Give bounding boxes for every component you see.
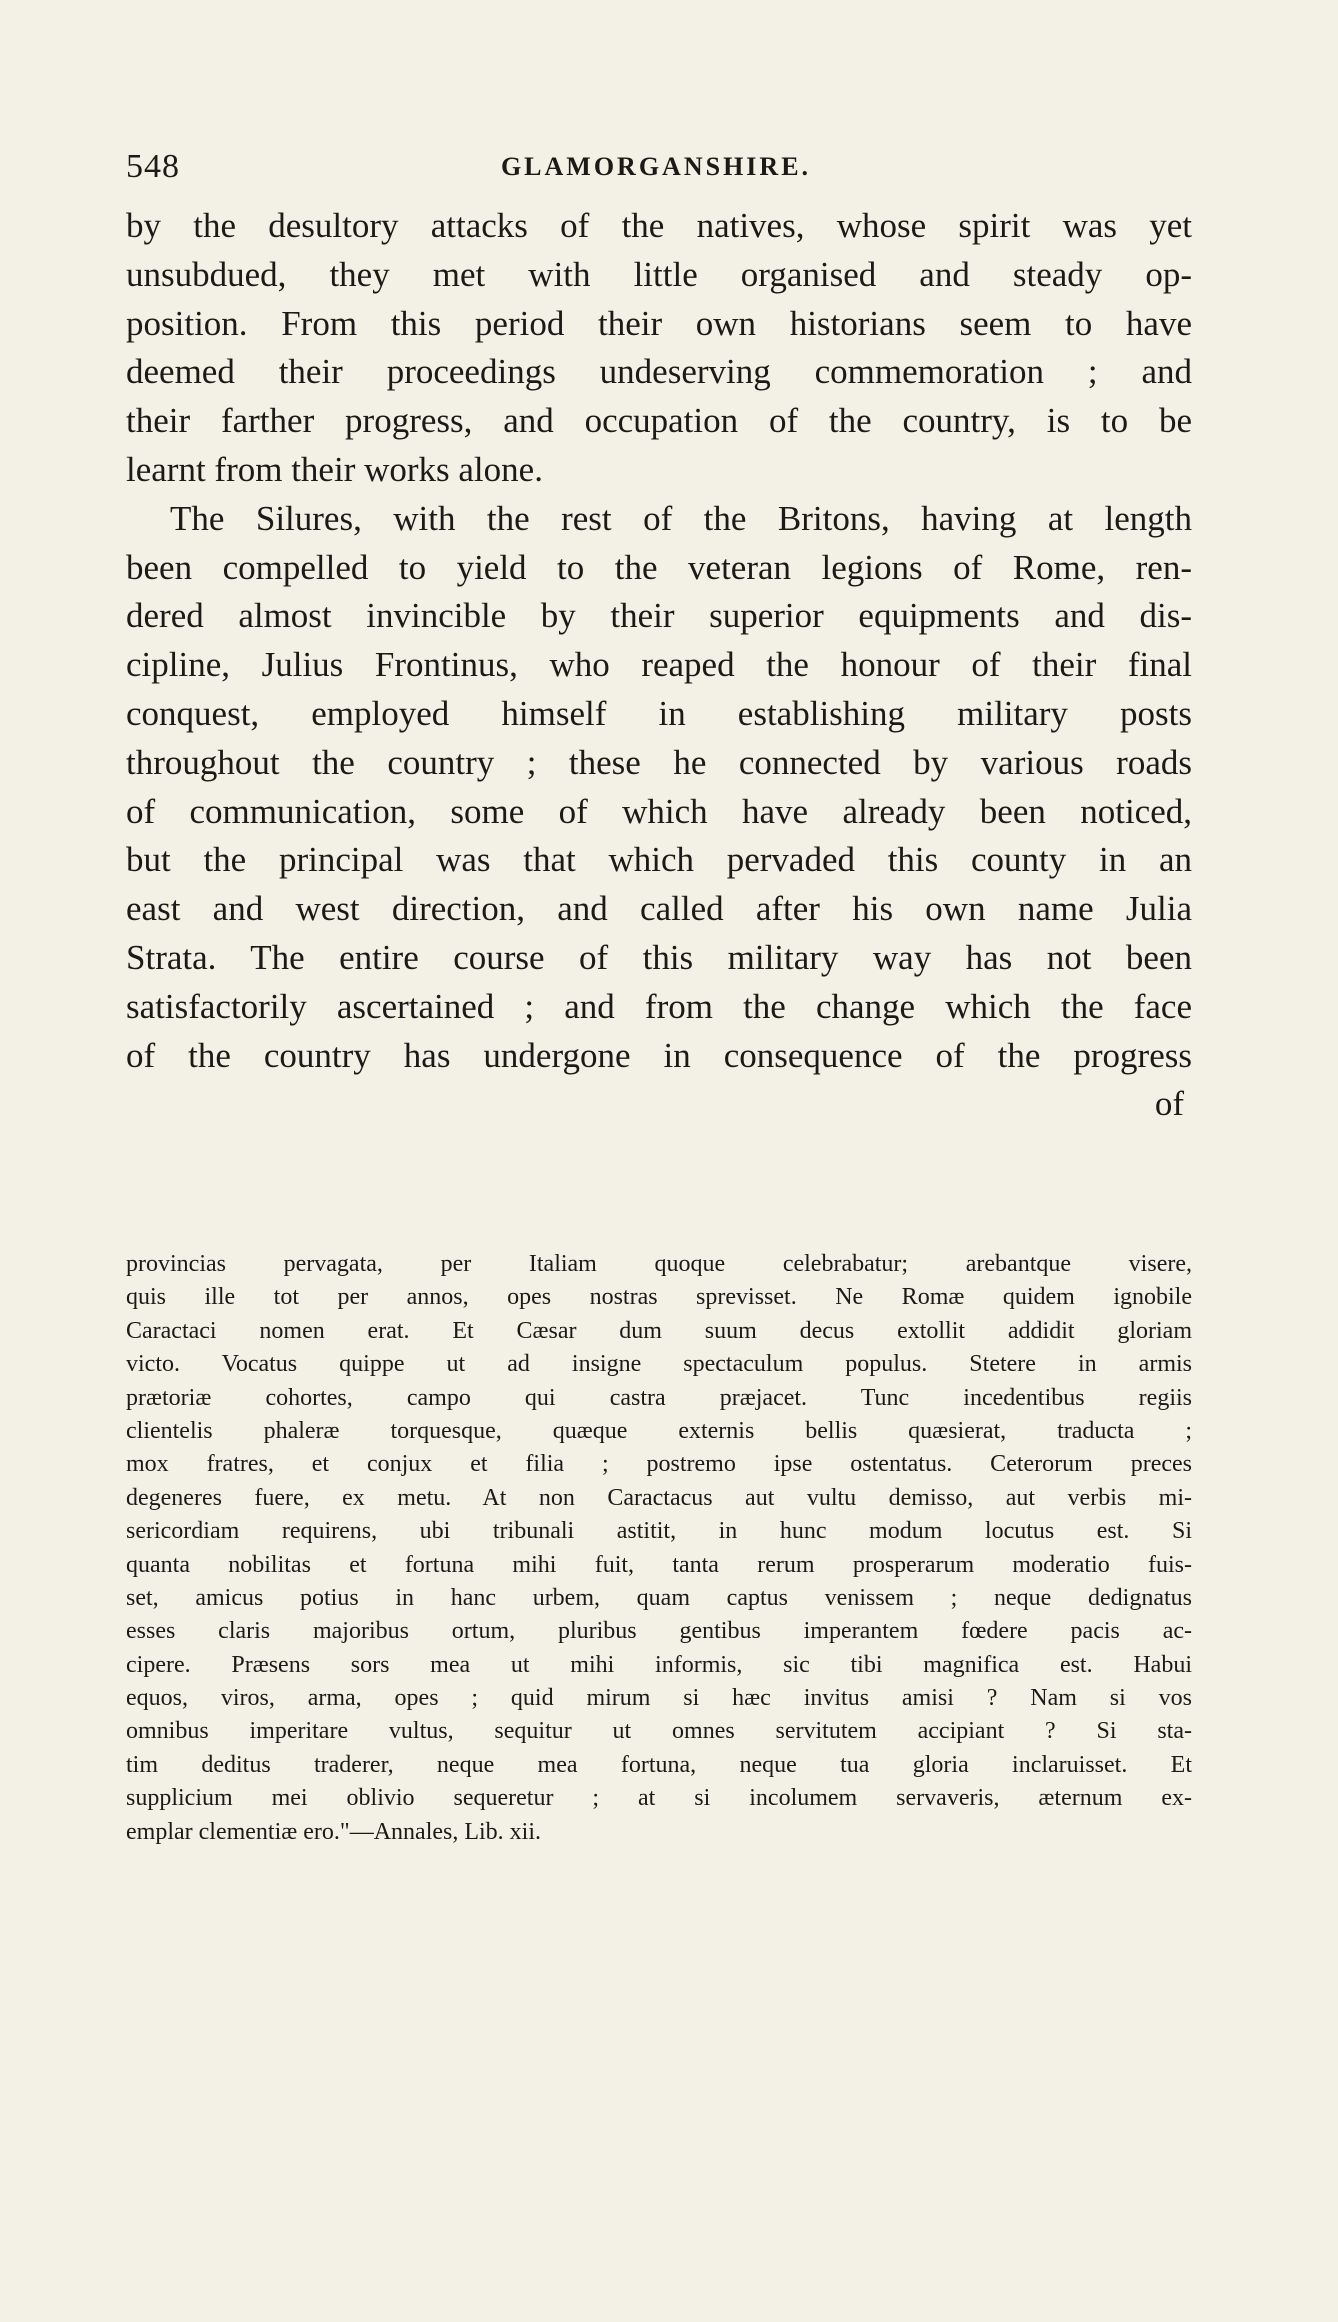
text-line: dered almost invincible by their superior equipments and dis- [126,596,1192,636]
text-line: by the desultory attacks of the natives, whose spirit was yet [126,206,1192,245]
text-line: their farther progress, and occupation of the country, is to be [126,401,1192,441]
footnote-line: equos, viros, arma, opes ; quid mirum si hæc invitus amisi ? Nam si vos [126,1685,1192,1712]
text-line: of the country has undergone in consequence of the progress [126,1035,1192,1075]
text-line: unsubdued, they met with little organised and steady op- [126,254,1192,294]
footnote-line: quis ille tot per annos, opes nostras sprevisset. Ne Romæ quidem ignobile [126,1284,1192,1311]
page-header [126,148,1186,188]
text-line: of communication, some of which have already been noticed, [126,791,1192,831]
footnote-line: sericordiam requirens, ubi tribunali astitit, in hunc modum locutus est. Si [126,1518,1192,1545]
footnote-line: prætoriæ cohortes, campo qui castra præjacet. Tunc incedentibus regiis [126,1384,1192,1411]
running-head: GLAMORGANSHIRE. [500,152,812,181]
footnote-line: clientelis phaleræ torquesque, quæque externis bellis quæsierat, traducta ; [126,1417,1192,1444]
main-text [126,202,1192,1129]
footnote-line: esses claris majoribus ortum, pluribus gentibus imperantem fœdere pacis ac- [126,1618,1192,1645]
text-line: deemed their proceedings undeserving commemoration ; and [126,352,1192,392]
text-line: learnt from their works alone. [126,449,543,489]
text-line: been compelled to yield to the veteran legions of Rome, ren- [126,547,1192,587]
text-line: satisfactorily ascertained ; and from the change which the face [126,986,1192,1026]
footnote-line: mox fratres, et conjux et filia ; postremo ipse ostentatus. Ceterorum preces [126,1451,1192,1478]
footnote-line: victo. Vocatus quippe ut ad insigne spectaculum populus. Stetere in armis [126,1351,1192,1378]
text-line: Strata. The entire course of this military way has not been [126,937,1192,977]
text-line: The Silures, with the rest of the Britons, having at length [170,498,1192,538]
page-number: 548 [126,148,180,185]
text-line: east and west direction, and called after his own name Julia [126,889,1192,929]
text-line: but the principal was that which pervaded this county in an [126,840,1192,880]
text-line: cipline, Julius Frontinus, who reaped the honour of their final [126,645,1192,685]
footnote-line: set, amicus potius in hanc urbem, quam captus venissem ; neque dedignatus [126,1584,1192,1611]
footnote-line: supplicium mei oblivio sequeretur ; at si incolumem servaveris, æternum ex- [126,1785,1192,1812]
text-line: throughout the country ; these he connected by various roads [126,742,1192,782]
catchword: of [1154,1084,1184,1124]
footnote-line: degeneres fuere, ex metu. At non Caractacus aut vultu demisso, aut verbis mi- [126,1484,1192,1511]
text-line: position. From this period their own historians seem to have [126,303,1192,343]
footnote-line: cipere. Præsens sors mea ut mihi informis, sic tibi magnifica est. Habui [126,1651,1192,1678]
footnote-line: tim deditus traderer, neque mea fortuna, neque tua gloria inclaruisset. Et [126,1751,1192,1778]
footnote-line: emplar clementiæ ero."—Annales, Lib. xii. [126,1818,542,1845]
footnote-line: omnibus imperitare vultus, sequitur ut omnes servitutem accipiant ? Si sta- [126,1718,1192,1745]
footnote [126,1248,1192,1849]
text-line: conquest, employed himself in establishing military posts [126,693,1192,733]
footnote-line: provincias pervagata, per Italiam quoque celebrabatur; arebantque visere, [126,1251,1192,1277]
footnote-line: Caractaci nomen erat. Et Cæsar dum suum decus extollit addidit gloriam [126,1317,1192,1344]
footnote-line: quanta nobilitas et fortuna mihi fuit, tanta rerum prosperarum moderatio fuis- [126,1551,1192,1578]
